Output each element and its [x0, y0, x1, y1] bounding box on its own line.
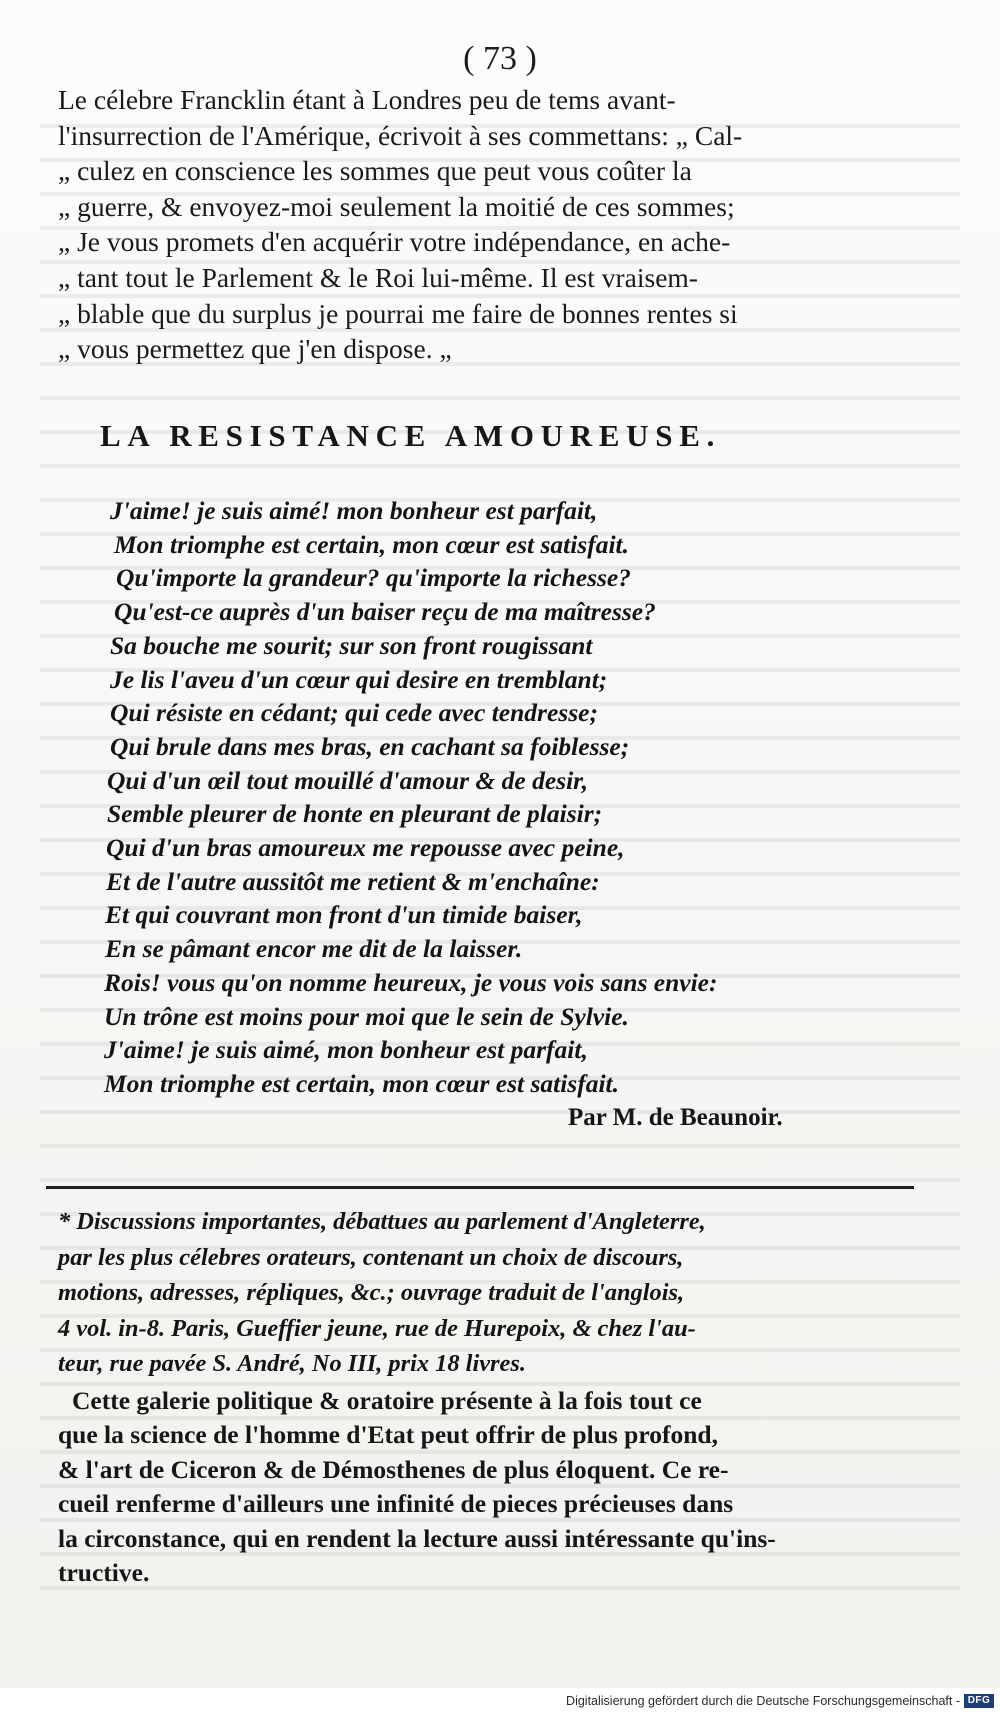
poem-line: Je lis l'aveu d'un cœur qui desire en tremblant;	[110, 664, 608, 694]
poem-line: Qui brule dans mes bras, en cachant sa foiblesse;	[110, 731, 630, 761]
poem-body	[104, 494, 930, 1101]
poem-line: Un trône est moins pour moi que le sein de Sylvie.	[104, 1001, 629, 1031]
poem-line: En se pâmant encor me dit de la laisser.	[105, 934, 523, 964]
notice-line: motions, adresses, répliques, &c.; ouvrage traduit de l'anglois,	[58, 1279, 685, 1306]
poem-signature: Par M. de Beaunoir.	[568, 1104, 783, 1131]
section-divider	[46, 1186, 914, 1189]
review-line: Cette galerie politique & oratoire présente à la fois tout ce	[72, 1386, 702, 1415]
poem-line: Et de l'autre aussitôt me retient & m'enchaîne:	[106, 866, 600, 896]
poem-line: Qui d'un œil tout mouillé d'amour & de desir,	[107, 765, 589, 795]
intro-line: „ guerre, & envoyez-moi seulement la moitié de ces sommes;	[58, 190, 735, 222]
notice-line: teur, rue pavée S. André, No III, prix 18 livres.	[58, 1350, 526, 1377]
poem-line: Mon triomphe est certain, mon cœur est satisfait.	[114, 529, 630, 559]
poem-line: Mon triomphe est certain, mon cœur est satisfait.	[104, 1068, 620, 1098]
poem-line: Et qui couvrant mon front d'un timide baiser,	[105, 900, 583, 930]
funding-credit: Digitalisierung gefördert durch die Deutsche Forschungsgemeinschaft -	[566, 1694, 960, 1708]
poem-line: Rois! vous qu'on nomme heureux, je vous vois sans envie:	[104, 967, 718, 997]
poem-line: Qui d'un bras amoureux me repousse avec peine,	[106, 833, 625, 863]
intro-line: „ blable que du surplus je pourrai me faire de bonnes rentes si	[58, 297, 738, 329]
page-number: ( 73 )	[463, 40, 537, 77]
intro-paragraph	[58, 82, 938, 367]
notice-line: par les plus célebres orateurs, contenant un choix de discours,	[58, 1243, 684, 1271]
intro-line: „ vous permettez que j'en dispose. „	[58, 333, 452, 365]
review-line: & l'art de Ciceron & de Démosthenes de plus éloquent. Ce re-	[58, 1454, 729, 1484]
intro-line: l'insurrection de l'Amérique, écrivoit à ses commettans: „ Cal-	[58, 119, 743, 151]
poem-line: Qui résiste en cédant; qui cede avec tendresse;	[110, 698, 598, 728]
poem-line: J'aime! je suis aimé, mon bonheur est parfait,	[104, 1035, 588, 1065]
review-paragraph	[58, 1384, 938, 1590]
book-notice	[58, 1204, 938, 1382]
notice-line: * Discussions importantes, débattues au parlement d'Angleterre,	[58, 1208, 706, 1235]
intro-line: „ culez en conscience les sommes que peut vous coûter la	[58, 155, 692, 187]
review-line: cueil renferme d'ailleurs une infinité de pieces précieuses dans	[58, 1489, 734, 1519]
poem-line: Sa bouche me sourit; sur son front rougissant	[110, 630, 593, 660]
intro-line: Le célebre Francklin étant à Londres peu de tems avant-	[58, 84, 676, 115]
poem-title: LA RESISTANCE AMOUREUSE.	[100, 418, 722, 453]
intro-line: „ tant tout le Parlement & le Roi lui-même. Il est vraisem-	[58, 261, 698, 293]
intro-line: „ Je vous promets d'en acquérir votre indépendance, en ache-	[58, 226, 731, 258]
poem-line: Qu'importe la grandeur? qu'importe la richesse?	[116, 563, 632, 593]
digitization-footer	[0, 1688, 1000, 1716]
review-line: que la science de l'homme d'Etat peut offrir de plus profond,	[58, 1420, 718, 1450]
poem-line: Semble pleurer de honte en pleurant de plaisir;	[107, 799, 603, 829]
poem-line: J'aime! je suis aimé! mon bonheur est parfait,	[110, 496, 598, 525]
poem-line: Qu'est-ce auprès d'un baiser reçu de ma maîtresse?	[114, 597, 656, 627]
dfg-logo-icon: DFG	[964, 1694, 994, 1708]
review-line: la circonstance, qui en rendent la lecture aussi intéressante qu'ins-	[58, 1523, 776, 1553]
review-line: tructive.	[58, 1558, 150, 1588]
notice-line: 4 vol. in-8. Paris, Gueffier jeune, rue de Hurepoix, & chez l'au-	[58, 1314, 696, 1342]
